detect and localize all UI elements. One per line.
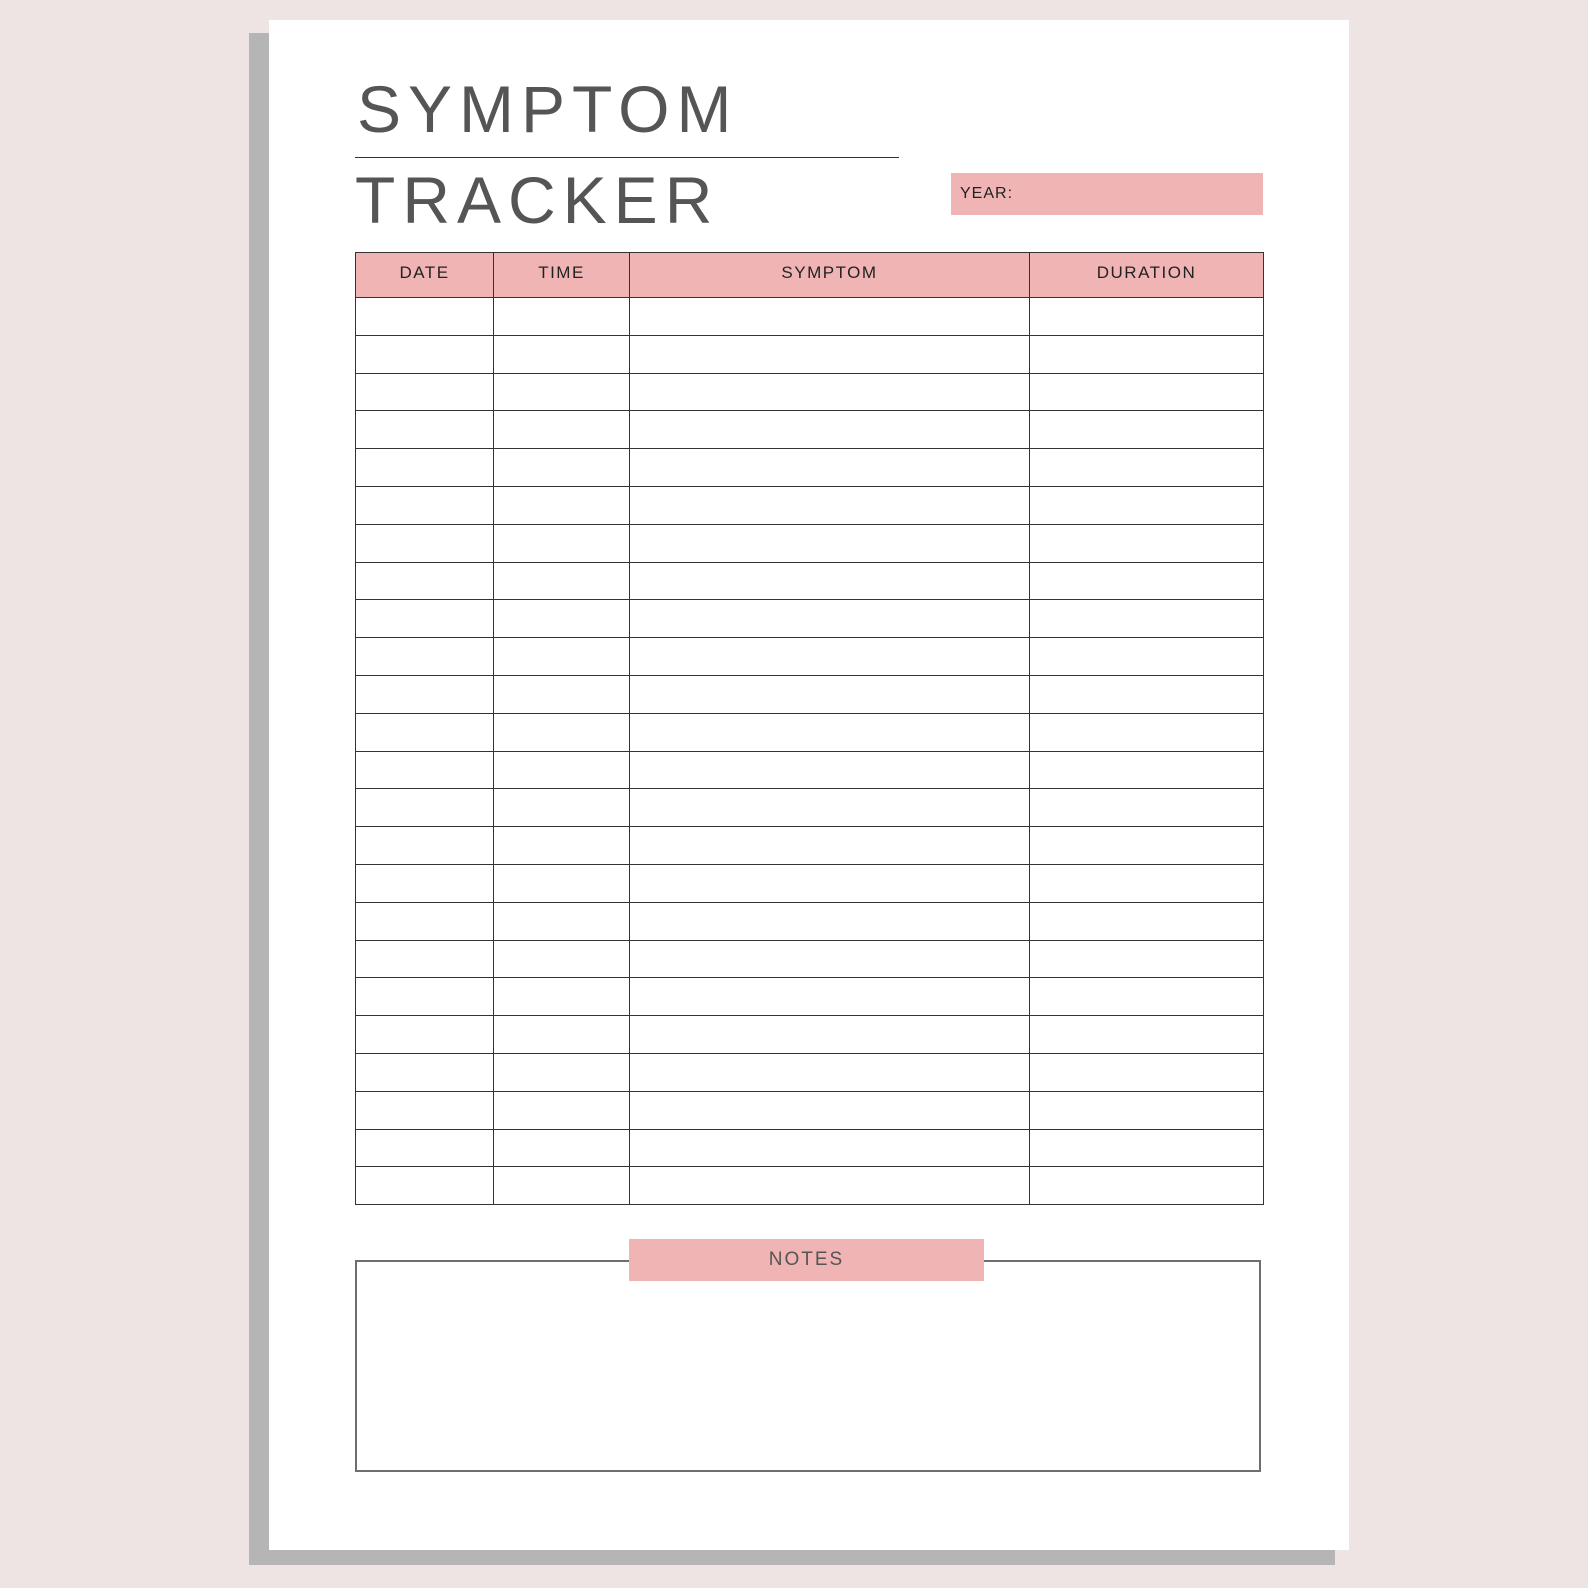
table-row [356,524,1264,562]
date-cell[interactable] [356,449,494,487]
date-cell[interactable] [356,524,494,562]
date-cell[interactable] [356,1167,494,1205]
date-cell[interactable] [356,1053,494,1091]
time-cell[interactable] [494,411,630,449]
table-row [356,600,1264,638]
year-field[interactable] [951,173,1263,215]
symptom-cell[interactable] [630,373,1030,411]
symptom-cell[interactable] [630,940,1030,978]
table-row [356,1053,1264,1091]
time-cell[interactable] [494,524,630,562]
date-cell[interactable] [356,1016,494,1054]
page-title-line-2: TRACKER [355,163,720,237]
date-cell[interactable] [356,600,494,638]
table-row [356,562,1264,600]
time-cell[interactable] [494,902,630,940]
title-divider [355,157,899,158]
symptom-cell[interactable] [630,638,1030,676]
symptom-cell[interactable] [630,978,1030,1016]
time-cell[interactable] [494,1167,630,1205]
date-cell[interactable] [356,486,494,524]
duration-cell[interactable] [1030,411,1264,449]
duration-cell[interactable] [1030,1129,1264,1167]
duration-cell[interactable] [1030,449,1264,487]
duration-cell[interactable] [1030,675,1264,713]
column-header-date: DATE [356,253,494,298]
duration-cell[interactable] [1030,713,1264,751]
symptom-cell[interactable] [630,1129,1030,1167]
column-header-time: TIME [494,253,630,298]
notes-header [629,1239,984,1281]
symptom-cell[interactable] [630,1053,1030,1091]
table-body [356,298,1264,1205]
time-cell[interactable] [494,827,630,865]
time-cell[interactable] [494,486,630,524]
time-cell[interactable] [494,864,630,902]
time-cell[interactable] [494,562,630,600]
symptom-cell[interactable] [630,524,1030,562]
time-cell[interactable] [494,1053,630,1091]
time-cell[interactable] [494,1091,630,1129]
table-row [356,298,1264,336]
table-row [356,827,1264,865]
date-cell[interactable] [356,713,494,751]
duration-cell[interactable] [1030,335,1264,373]
duration-cell[interactable] [1030,600,1264,638]
symptom-cell[interactable] [630,751,1030,789]
duration-cell[interactable] [1030,1091,1264,1129]
duration-cell[interactable] [1030,902,1264,940]
table-row [356,1016,1264,1054]
table-row [356,1091,1264,1129]
time-cell[interactable] [494,978,630,1016]
table-header-row [356,253,1264,298]
table-row [356,486,1264,524]
duration-cell[interactable] [1030,486,1264,524]
symptom-cell[interactable] [630,449,1030,487]
date-cell[interactable] [356,978,494,1016]
time-cell[interactable] [494,638,630,676]
table-row [356,902,1264,940]
table-row [356,751,1264,789]
duration-cell[interactable] [1030,298,1264,336]
symptom-cell[interactable] [630,902,1030,940]
symptom-cell[interactable] [630,789,1030,827]
date-cell[interactable] [356,675,494,713]
time-cell[interactable] [494,675,630,713]
table-row [356,1167,1264,1205]
symptom-cell[interactable] [630,1016,1030,1054]
time-cell[interactable] [494,373,630,411]
duration-cell[interactable] [1030,1167,1264,1205]
table-row [356,940,1264,978]
year-label: YEAR: [960,185,1014,202]
duration-cell[interactable] [1030,562,1264,600]
date-cell[interactable] [356,864,494,902]
date-cell[interactable] [356,827,494,865]
time-cell[interactable] [494,1016,630,1054]
duration-cell[interactable] [1030,751,1264,789]
column-header-symptom: SYMPTOM [630,253,1030,298]
symptom-cell[interactable] [630,562,1030,600]
symptom-cell[interactable] [630,1167,1030,1205]
table-row [356,638,1264,676]
time-cell[interactable] [494,335,630,373]
symptom-cell[interactable] [630,864,1030,902]
date-cell[interactable] [356,562,494,600]
symptom-cell[interactable] [630,713,1030,751]
symptom-cell[interactable] [630,675,1030,713]
date-cell[interactable] [356,638,494,676]
date-cell[interactable] [356,1129,494,1167]
page-title-line-1: SYMPTOM [357,72,739,146]
symptom-cell[interactable] [630,600,1030,638]
table-row [356,675,1264,713]
duration-cell[interactable] [1030,978,1264,1016]
notes-label: NOTES [768,1249,845,1270]
date-cell[interactable] [356,751,494,789]
duration-cell[interactable] [1030,638,1264,676]
date-cell[interactable] [356,940,494,978]
date-cell[interactable] [356,411,494,449]
date-cell[interactable] [356,902,494,940]
symptom-cell[interactable] [630,411,1030,449]
duration-cell[interactable] [1030,1016,1264,1054]
duration-cell[interactable] [1030,373,1264,411]
table-row [356,713,1264,751]
symptom-cell[interactable] [630,827,1030,865]
notes-area[interactable] [355,1260,1261,1472]
planner-page [269,20,1349,1550]
symptom-cell[interactable] [630,298,1030,336]
table-row [356,373,1264,411]
duration-cell[interactable] [1030,827,1264,865]
date-cell[interactable] [356,789,494,827]
symptom-cell[interactable] [630,335,1030,373]
date-cell[interactable] [356,335,494,373]
table-row [356,335,1264,373]
symptom-table [355,252,1264,1205]
table-row [356,411,1264,449]
table-row [356,978,1264,1016]
time-cell[interactable] [494,449,630,487]
table-row [356,864,1264,902]
time-cell[interactable] [494,751,630,789]
time-cell[interactable] [494,713,630,751]
time-cell[interactable] [494,1129,630,1167]
symptom-cell[interactable] [630,486,1030,524]
duration-cell[interactable] [1030,864,1264,902]
date-cell[interactable] [356,373,494,411]
duration-cell[interactable] [1030,1053,1264,1091]
duration-cell[interactable] [1030,789,1264,827]
symptom-cell[interactable] [630,1091,1030,1129]
time-cell[interactable] [494,298,630,336]
table-row [356,789,1264,827]
time-cell[interactable] [494,940,630,978]
time-cell[interactable] [494,600,630,638]
date-cell[interactable] [356,1091,494,1129]
table-row [356,1129,1264,1167]
date-cell[interactable] [356,298,494,336]
duration-cell[interactable] [1030,524,1264,562]
table-row [356,449,1264,487]
column-header-duration: DURATION [1030,253,1264,298]
time-cell[interactable] [494,789,630,827]
duration-cell[interactable] [1030,940,1264,978]
